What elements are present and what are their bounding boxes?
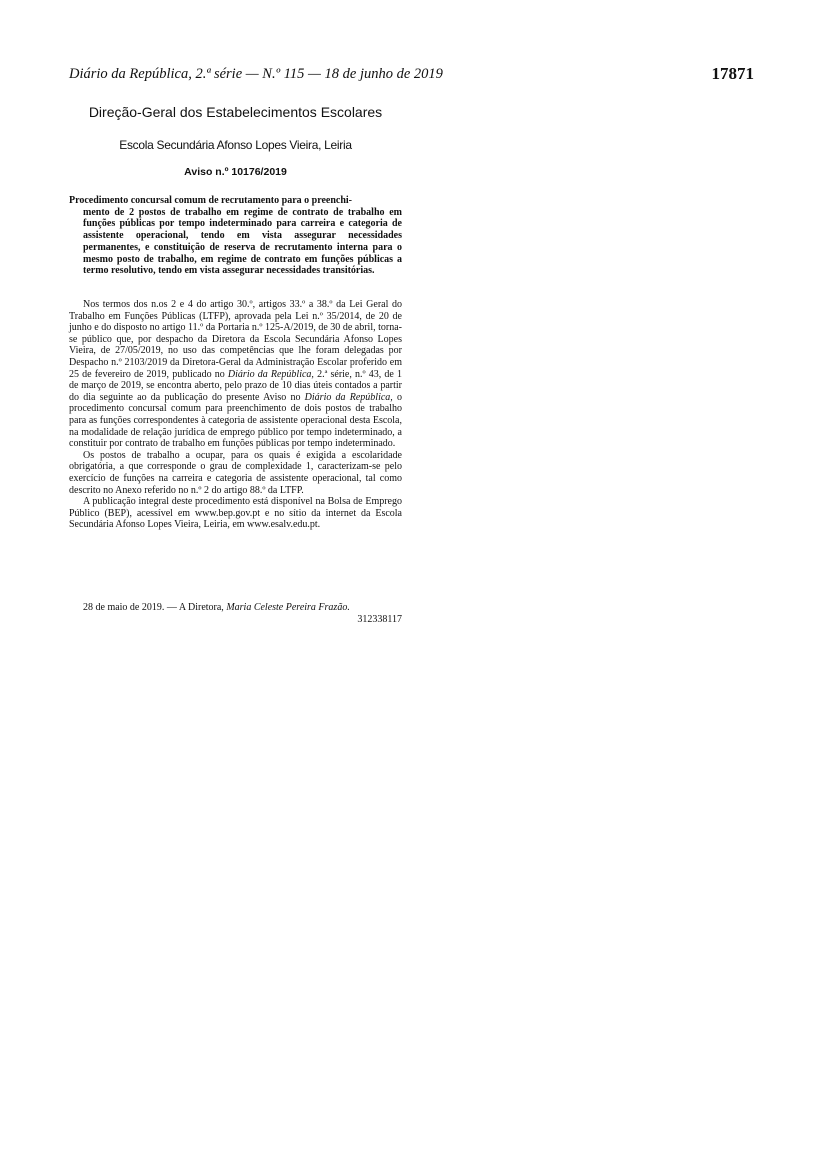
aviso-number: Aviso n.º 10176/2019 bbox=[184, 166, 287, 178]
paragraph-2: Os postos de trabalho a ocupar, para os quais é exigida a escolaridade obrigatória, a que corresponde o grau de complexidade 1, caracterizam-se pelo exercício de funções na carreira e categoria de assistente operacional, tal como descrito no Anexo referido no n.º 2 do artigo 88.º da LTFP. bbox=[69, 449, 402, 496]
paragraph-3: A publicação integral deste procedimento está disponível na Bolsa de Emprego Público (BEP), acessível em www.bep.gov.pt e no sítio da internet da Escola Secundária Afonso Lopes Vieira, Leiria, em www.esalv.edu.pt. bbox=[69, 496, 402, 531]
school-name: Escola Secundária Afonso Lopes Vieira, Leiria bbox=[119, 138, 352, 152]
closing-date: 28 de maio de 2019. — A Diretora, bbox=[83, 602, 227, 613]
diario-reference-2: Diário da República, bbox=[304, 391, 393, 403]
diario-reference-1: Diário da República, bbox=[227, 368, 314, 380]
signatory-name: Maria Celeste Pereira Frazão. bbox=[226, 602, 350, 613]
reference-code: 312338117 bbox=[357, 613, 402, 625]
entity-title: Direção-Geral dos Estabelecimentos Escolares bbox=[88, 104, 383, 120]
paragraph-1-part-a: Nos termos dos n.os 2 e 4 do artigo 30.º, artigos 33.º a 38.º da Lei Geral do Trabalho em Funções Públicas (LTFP), aprovada pela Lei n.º 35/2014, de 20 de junho e do disposto no artigo 11.º da Portaria n.º 125-A/2019, de 30 de abril, torna-se público que, por despacho da Diretora da Escola Secundária Afonso Lopes Vieira, de 27/05/2019, no uso das competências que lhe foram delegadas por Despacho n.º 2103/2019 da Diretora-Geral da Administração Escolar proferido em 25 de fevereiro de 2019, publicado no bbox=[69, 299, 402, 380]
closing-date-line bbox=[69, 602, 402, 614]
summary-first-line: Procedimento concursal comum de recrutamento para o preenchi- bbox=[69, 195, 353, 206]
notice-closing bbox=[69, 602, 402, 625]
page-number: 17871 bbox=[711, 64, 754, 83]
publication-header: Diário da República, 2.ª série — N.º 115 — 18 de junho de 2019 bbox=[69, 66, 443, 82]
paragraph-1-part-b: 2.ª série, n.º 43, de 1 de março de 2019, se encontra aberto, pelo prazo de 10 dias úteis contados a partir do dia seguinte ao da publicação do presente Aviso no bbox=[69, 368, 402, 403]
summary-rest: mento de 2 postos de trabalho em regime de contrato de trabalho em funções públicas por tempo indeterminado para carreira e categoria de assistente operacional, tendo em vista assegurar necessidades permanentes, e constituição de reserva de recrutamento interna para o mesmo posto de trabalho, em regime de contrato em funções públicas a termo resolutivo, tendo em vista assegurar necessidades transitórias. bbox=[83, 206, 402, 277]
paragraph-1 bbox=[69, 299, 402, 450]
paragraph-1-part-c: o procedimento concursal comum para preenchimento de dois postos de trabalho para as funções correspondentes à categoria de assistente operacional desta Escola, na modalidade de relação jurídica de emprego público por tempo indeterminado, a constituir por contrato de trabalho em funções públicas por tempo indeterminado. bbox=[69, 391, 402, 450]
notice-summary bbox=[69, 195, 402, 277]
notice-body bbox=[69, 299, 402, 531]
